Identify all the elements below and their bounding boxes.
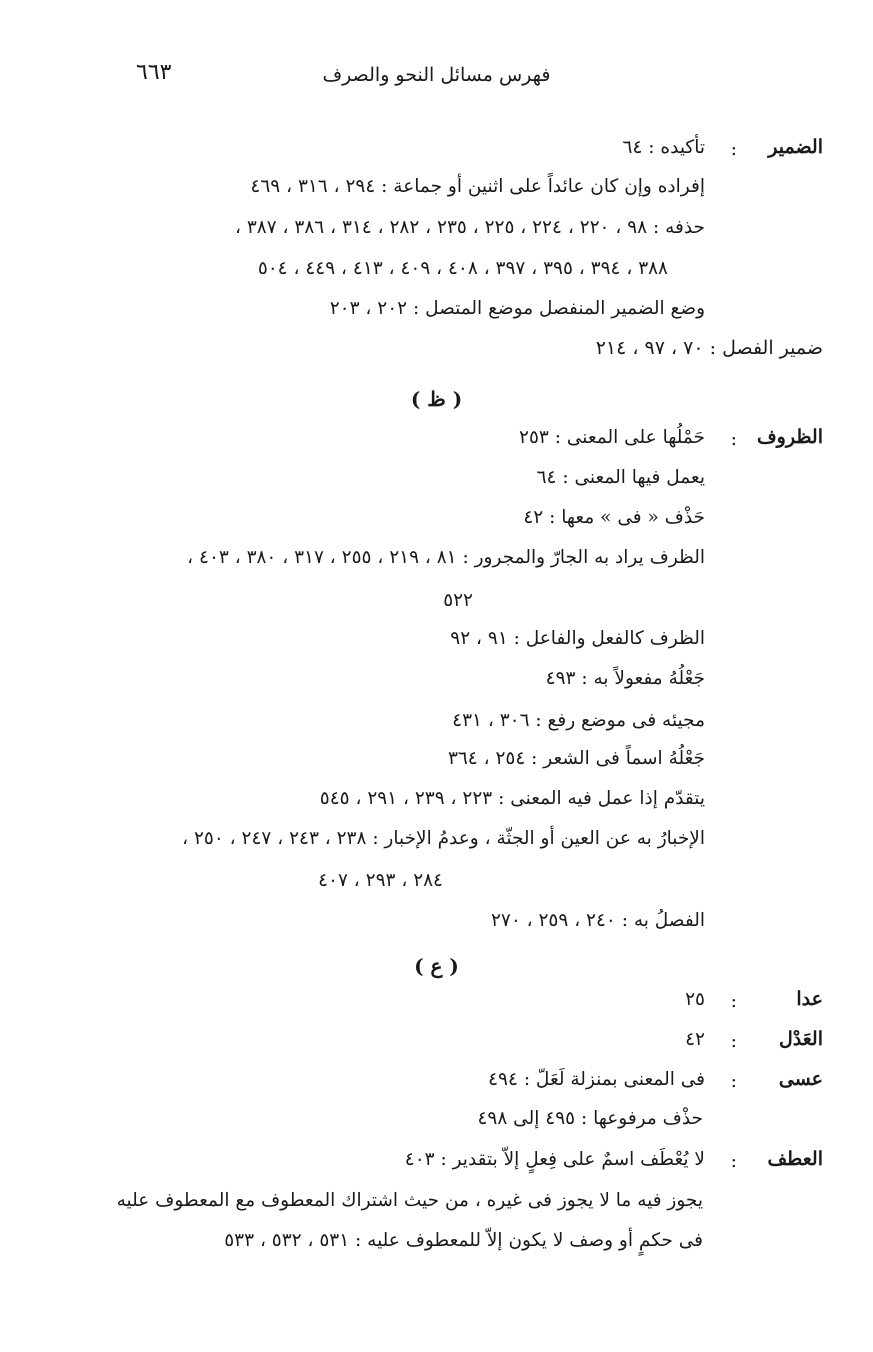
- index-line: حذْف مرفوعها : ٤٩٥ إلى ٤٩٨: [477, 1108, 703, 1129]
- index-line: إفراده وإن كان عائداً على اثنين أو جماعة : ٢٩٤ ، ٣١٦ ، ٤٦٩: [250, 176, 705, 197]
- index-term-damir: الضمير: [768, 136, 823, 158]
- index-line-continuation: ٣٨٨ ، ٣٩٤ ، ٣٩٥ ، ٣٩٧ ، ٤٠٨ ، ٤٠٩ ، ٤١٣ ، ٤٤٩ ، ٥٠٤: [257, 258, 668, 279]
- index-line: الإخبارُ به عن العين أو الجثّة ، وعدمُ الإخبار : ٢٣٨ ، ٢٤٣ ، ٢٤٧ ، ٢٥٠ ،: [182, 828, 705, 849]
- term-colon: :: [730, 1030, 737, 1052]
- index-line: ٤٢: [685, 1029, 705, 1050]
- term-colon: :: [730, 138, 737, 160]
- index-line: الفصلُ به : ٢٤٠ ، ٢٥٩ ، ٢٧٠: [490, 910, 705, 931]
- index-line-continuation: ٥٢٢: [443, 590, 473, 611]
- index-line: تأكيده : ٦٤: [622, 137, 705, 158]
- index-line: لا يُعْطَف اسمٌ على فِعلٍ إلاّ بتقدير : ٤٠٣: [404, 1149, 705, 1170]
- page-number: ٦٦٣: [136, 60, 172, 85]
- index-line: الظرف كالفعل والفاعل : ٩١ ، ٩٢: [450, 628, 705, 649]
- index-line: فى المعنى بمنزلة لَعَلّ : ٤٩٤: [488, 1069, 705, 1090]
- index-line: فى حكمٍ أو وصف لا يكون إلاّ للمعطوف عليه : ٥٣١ ، ٥٣٢ ، ٥٣٣: [224, 1230, 703, 1251]
- running-header: فهرس مسائل النحو والصرف: [322, 64, 551, 86]
- term-colon: :: [730, 428, 737, 450]
- index-line: ٢٥: [685, 989, 705, 1010]
- index-line: حذفه : ٩٨ ، ٢٢٠ ، ٢٢٤ ، ٢٢٥ ، ٢٣٥ ، ٢٨٢ ، ٣١٤ ، ٣٨٦ ، ٣٨٧ ،: [234, 217, 705, 238]
- index-term-zuruf: الظروف: [756, 426, 823, 448]
- term-colon: :: [730, 1070, 737, 1092]
- term-colon: :: [730, 990, 737, 1012]
- index-term-ada: عدا: [796, 988, 823, 1010]
- index-line: يتقدّم إذا عمل فيه المعنى : ٢٢٣ ، ٢٣٩ ، ٢٩١ ، ٥٤٥: [319, 788, 705, 809]
- index-line: وضع الضمير المنفصل موضع المتصل : ٢٠٢ ، ٢٠٣: [329, 298, 705, 319]
- index-line: يجوز فيه ما لا يجوز فى غيره ، من حيث اشتراك المعطوف مع المعطوف عليه: [116, 1190, 703, 1211]
- section-heading-ain: ( ع ): [414, 954, 459, 978]
- section-heading-za: ( ظ ): [410, 387, 463, 411]
- index-line: الظرف يراد به الجارّ والمجرور : ٨١ ، ٢١٩ ، ٢٥٥ ، ٣١٧ ، ٣٨٠ ، ٤٠٣ ،: [187, 547, 705, 568]
- index-line: جَعْلُهُ اسماً فى الشعر : ٢٥٤ ، ٣٦٤: [447, 748, 705, 769]
- index-line: مجيئه فى موضع رفع : ٣٠٦ ، ٤٣١: [452, 710, 705, 731]
- index-term-damir-fasl: ضمير الفصل : ٧٠ ، ٩٧ ، ٢١٤: [595, 337, 823, 359]
- term-colon: :: [730, 1150, 737, 1172]
- index-term-atf: العطف: [767, 1148, 823, 1170]
- index-line: يعمل فيها المعنى : ٦٤: [536, 467, 705, 488]
- index-line-continuation: ٢٨٤ ، ٢٩٣ ، ٤٠٧: [318, 870, 443, 891]
- index-term-adl: العَدْل: [778, 1028, 823, 1050]
- index-line: جَعْلُهُ مفعولاً به : ٤٩٣: [545, 668, 705, 689]
- index-line: حَمْلُها على المعنى : ٢٥٣: [519, 427, 705, 448]
- index-term-asa: عسى: [778, 1068, 823, 1090]
- index-line: حَذْف « فى » معها : ٤٢: [523, 507, 705, 528]
